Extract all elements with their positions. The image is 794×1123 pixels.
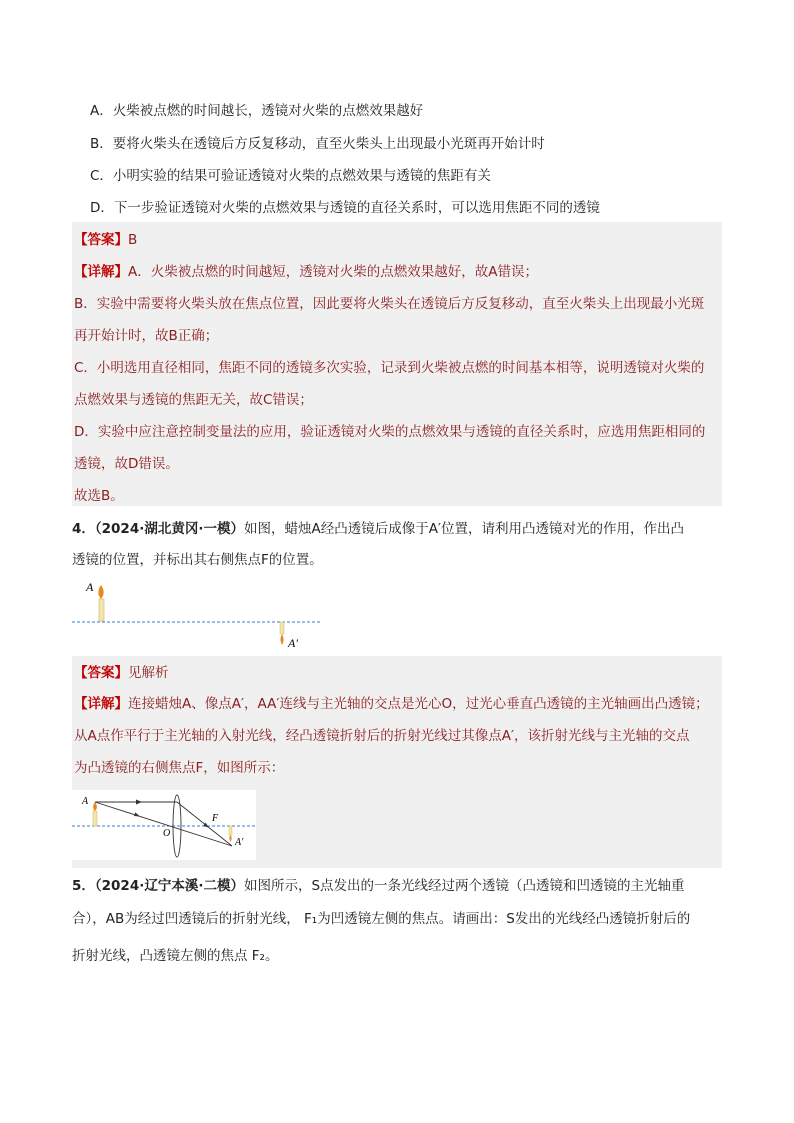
q4-answer-line — [74, 664, 169, 682]
sol-candle-a — [93, 802, 97, 826]
q5-line-2: 合），AB为经过凹透镜后的折射光线， F₁为凹透镜左侧的焦点。请画出：S发出的光线经凸透镜折射后的 — [72, 911, 691, 927]
q3-detail-line-0 — [74, 263, 538, 281]
candle-a — [98, 585, 104, 621]
option-a: A．火柴被点燃的时间越长，透镜对火柴的点燃效果越好 — [90, 103, 424, 119]
q5-number: 5．（2024·辽宁本溪·二模） — [72, 878, 244, 894]
q3-detail-line-5: D．实验中应注意控制变量法的应用，验证透镜对火柴的点燃效果与透镜的直径关系时，应选用焦距相同的 — [74, 424, 706, 440]
q3-detail-line-3: C．小明选用直径相同，焦距不同的透镜多次实验，记录到火柴被点燃的时间基本相等，说明透镜对火柴的 — [74, 360, 705, 376]
detail-text: A．火柴被点燃的时间越短，透镜对火柴的点燃效果越好，故A错误； — [128, 264, 538, 280]
sol-label-o: O — [163, 828, 171, 839]
q3-detail-line-7: 故选B。 — [74, 488, 124, 504]
q3-detail-line-2: 再开始计时，故B正确； — [74, 328, 219, 344]
q4-detail-line-1: 从A点作平行于主光轴的入射光线，经凸透镜折射后的折射光线过其像点A′，该折射光线与主光轴的交点 — [74, 728, 690, 744]
q4-answer-value: 见解析 — [128, 665, 169, 681]
q4-detail-text: 连接蜡烛A、像点A′，AA′连线与主光轴的交点是光心O，过光心垂直凸透镜的主光轴画出凸透镜； — [128, 696, 709, 712]
q3-detail-line-6: 透镜，故D错误。 — [74, 456, 179, 472]
q4-label-a2: A′ — [288, 636, 298, 650]
q4-line-1 — [72, 520, 684, 538]
detail-tag: 【详解】 — [74, 264, 128, 280]
answer-value: B — [128, 232, 138, 248]
sol-label-f: F — [212, 813, 219, 824]
q4-detail-tag: 【详解】 — [74, 696, 128, 712]
q5-line-1 — [72, 877, 685, 895]
q5-line-3: 折射光线，凸透镜左侧的焦点 F₂。 — [72, 948, 279, 964]
candle-image-a2 — [280, 622, 284, 645]
answer-tag: 【答案】 — [74, 232, 128, 248]
q4-line-2: 透镜的位置，并标出其右侧焦点F的位置。 — [72, 552, 323, 568]
option-d: D．下一步验证透镜对火柴的点燃效果与透镜的直径关系时，可以选用焦距不同的透镜 — [90, 200, 600, 216]
q3-detail-line-1: B．实验中需要将火柴头放在焦点位置，因此要将火柴头在透镜后方反复移动，直至火柴头上出现最小光斑 — [74, 296, 705, 312]
q5-text-1: 如图所示，S点发出的一条光线经过两个透镜（凸透镜和凹透镜的主光轴重 — [243, 878, 685, 894]
q4-number: 4．（2024·湖北黄冈·一模） — [72, 521, 244, 537]
q4-figure — [72, 575, 332, 655]
q4-text-1: 如图，蜡烛A经凸透镜后成像于A′位置，请利用凸透镜对光的作用，作出凸 — [243, 521, 685, 537]
q3-answer-line — [74, 231, 137, 249]
q4-label-a: A — [86, 580, 94, 594]
q3-detail-line-4: 点燃效果与透镜的焦距无关，故C错误； — [74, 392, 313, 408]
q4-answer-tag: 【答案】 — [74, 665, 128, 681]
option-b: B．要将火柴头在透镜后方反复移动，直至火柴头上出现最小光斑再开始计时 — [90, 136, 545, 152]
sol-label-a: A — [82, 796, 89, 807]
sol-label-a2: A′ — [235, 837, 244, 848]
q4-detail-line-0 — [74, 695, 709, 713]
option-c: C．小明实验的结果可验证透镜对火柴的点燃效果与透镜的焦距有关 — [90, 168, 491, 184]
q4-detail-line-2: 为凸透镜的右侧焦点F，如图所示： — [74, 760, 285, 776]
q4-solution-figure — [72, 790, 256, 860]
